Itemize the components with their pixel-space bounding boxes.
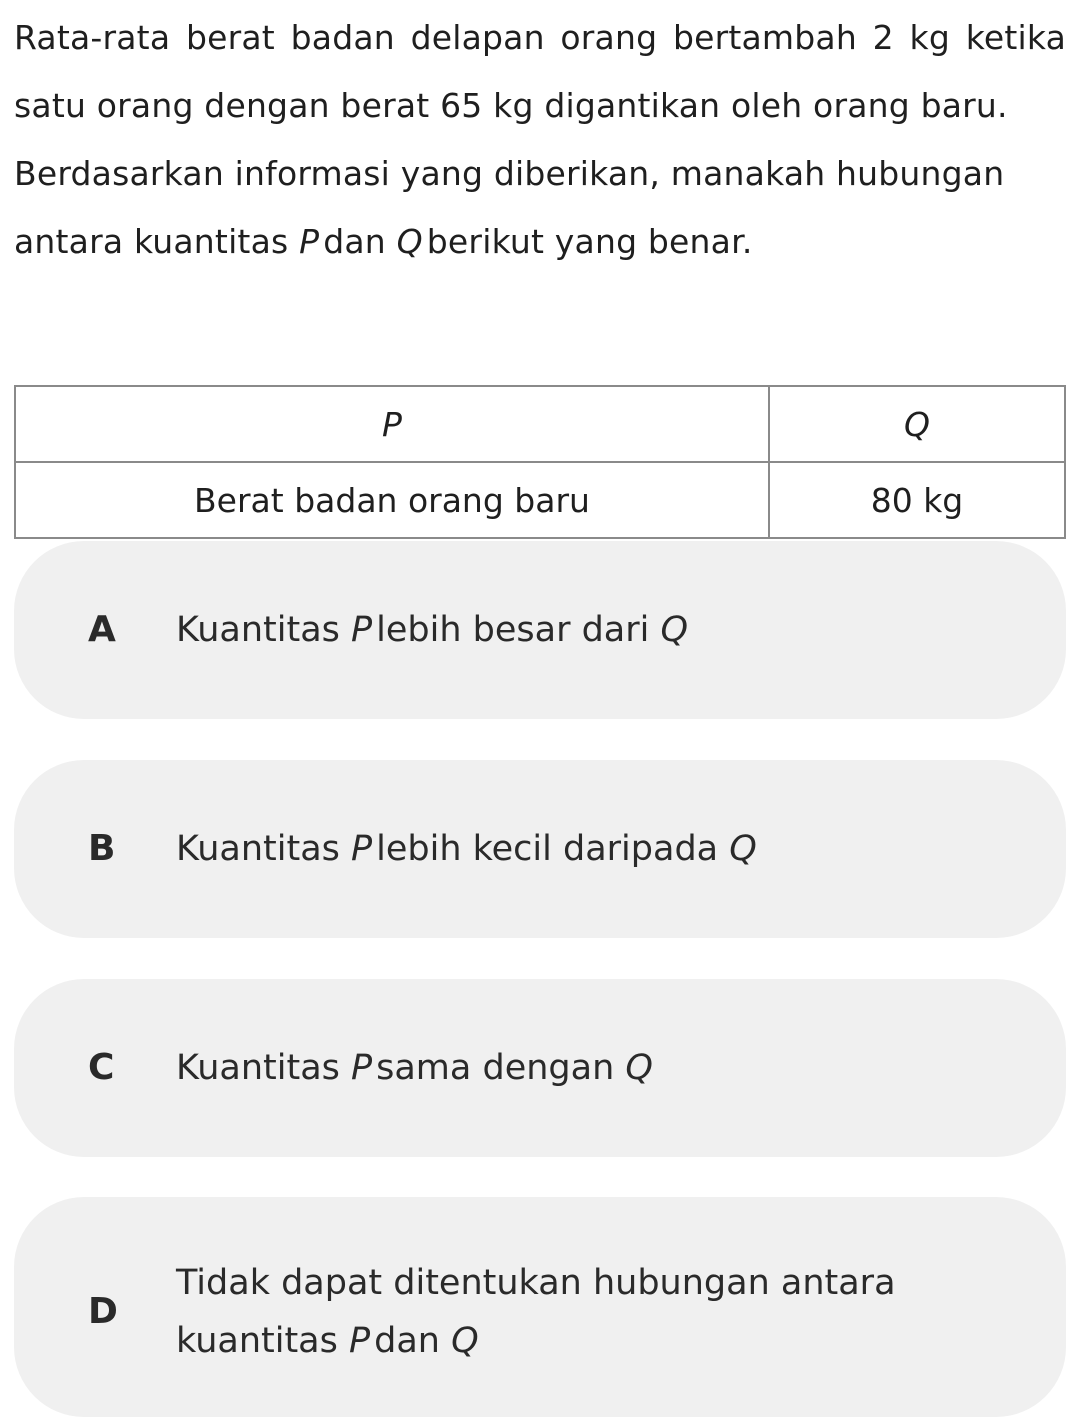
option-var-p: P — [351, 829, 373, 869]
question-mid: dan — [323, 222, 386, 261]
option-a[interactable] — [14, 541, 1066, 719]
quantity-table — [14, 385, 1066, 539]
option-prefix: kuantitas — [176, 1321, 338, 1361]
option-letter: B — [88, 828, 116, 869]
option-letter: A — [88, 609, 116, 650]
cell-p: Berat badan orang baru — [15, 462, 769, 538]
option-middle: sama dengan — [376, 1048, 615, 1088]
var-p: P — [299, 222, 320, 261]
option-letter: C — [88, 1047, 115, 1088]
option-text — [176, 760, 946, 938]
option-prefix: Kuantitas — [176, 610, 340, 650]
option-text — [176, 979, 946, 1157]
option-var-q: Q — [451, 1321, 479, 1361]
option-text — [176, 1197, 946, 1427]
option-var-q: Q — [660, 610, 689, 650]
question-paragraph-2 — [14, 140, 1066, 276]
cell-q: 80 kg — [769, 462, 1065, 538]
option-middle: lebih kecil daripada — [376, 829, 719, 869]
option-line1: Tidak dapat ditentukan hubungan antara — [176, 1263, 896, 1303]
option-prefix: Kuantitas — [176, 829, 340, 869]
option-var-q: Q — [625, 1048, 653, 1088]
question-suffix: berikut yang benar. — [426, 222, 753, 261]
option-var-p: P — [351, 1048, 373, 1088]
option-prefix: Kuantitas — [176, 1048, 340, 1088]
option-letter: D — [88, 1291, 118, 1332]
option-text — [176, 541, 946, 719]
option-c[interactable] — [14, 979, 1066, 1157]
option-var-p: P — [351, 610, 373, 650]
question-text — [14, 4, 1066, 276]
question-paragraph-1: Rata-rata berat badan delapan orang bertambah 2 kg ketika satu orang dengan berat 65 kg digantikan oleh orang baru. — [14, 18, 1066, 125]
header-q: Q — [769, 386, 1065, 462]
option-middle: lebih besar dari — [376, 610, 650, 650]
option-middle: dan — [374, 1321, 440, 1361]
option-var-p: P — [349, 1321, 371, 1361]
var-q: Q — [396, 222, 423, 261]
header-p: P — [15, 386, 769, 462]
option-var-q: Q — [729, 829, 757, 869]
option-d[interactable] — [14, 1197, 1066, 1417]
table-row — [15, 462, 1065, 538]
option-b[interactable] — [14, 760, 1066, 938]
table-header-row — [15, 386, 1065, 462]
question-prefix: Berdasarkan informasi yang diberikan, manakah hubungan antara kuantitas — [14, 154, 1005, 261]
